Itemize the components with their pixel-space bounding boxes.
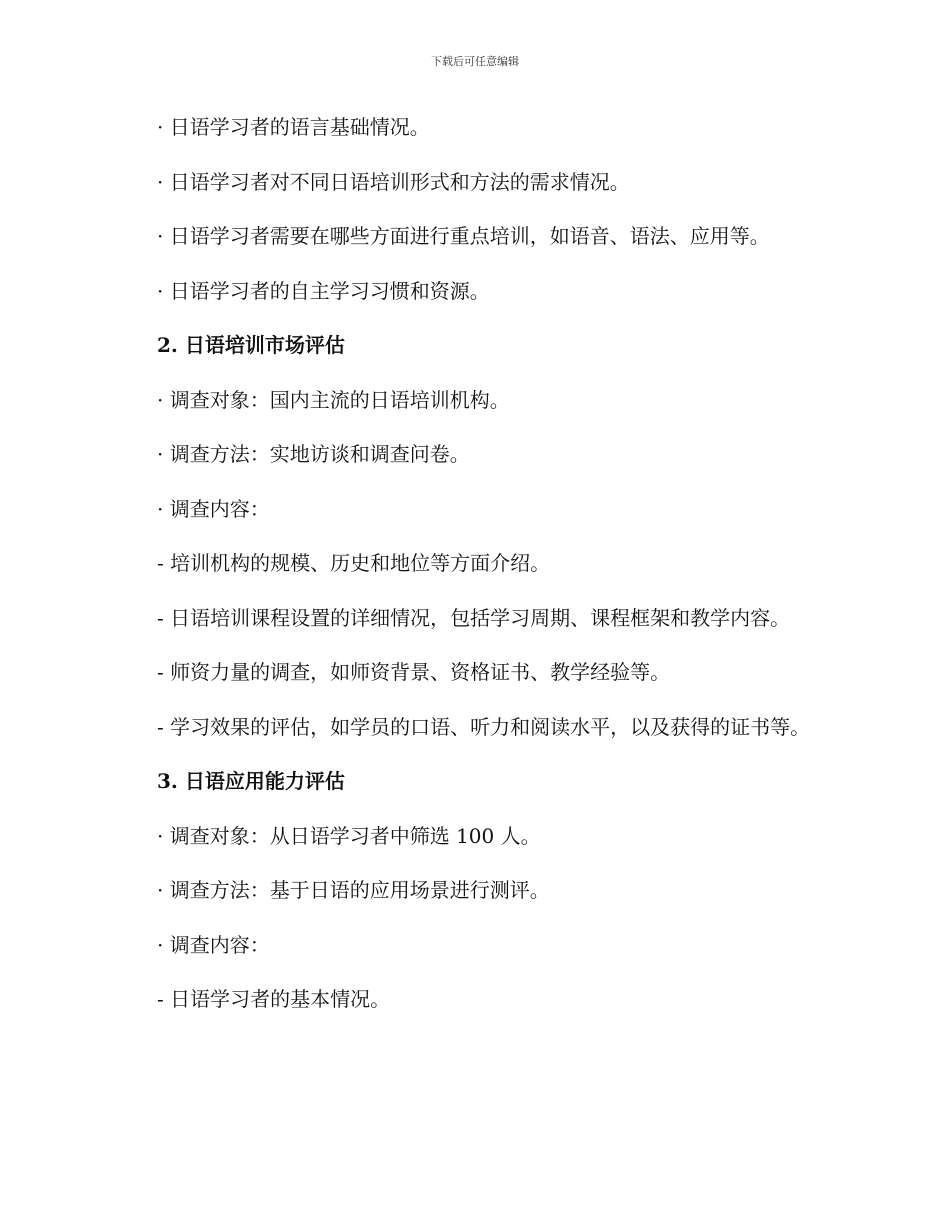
bullet-training-needs: · 日语学习者对不同日语培训形式和方法的需求情况。 — [157, 169, 630, 194]
bullet-focus-areas: · 日语学习者需要在哪些方面进行重点培训，如语音、语法、应用等。 — [157, 224, 770, 248]
dash-basic-info: - 日语学习者的基本情况。 — [157, 987, 391, 1011]
dash-institution-intro: - 培训机构的规模、历史和地位等方面介绍。 — [157, 551, 551, 575]
bullet-application-method: · 调查方法：基于日语的应用场景进行测评。 — [157, 878, 550, 902]
dash-course-setup: - 日语培训课程设置的详细情况，包括学习周期、课程框架和教学内容。 — [157, 605, 791, 630]
page-header: 下载后可任意编辑 — [431, 55, 519, 68]
bullet-application-content: · 调查内容： — [157, 932, 270, 957]
section-heading-market: 2. 日语培训市场评估 — [157, 333, 345, 357]
bullet-market-content: · 调查内容： — [157, 496, 270, 521]
bullet-market-target: · 调查对象：国内主流的日语培训机构。 — [157, 387, 510, 412]
dash-learning-outcomes: - 学习效果的评估，如学员的口语、听力和阅读水平，以及获得的证书等。 — [157, 714, 811, 739]
section-heading-application: 3. 日语应用能力评估 — [157, 769, 345, 793]
document-body — [113, 113, 828, 1040]
bullet-self-study: · 日语学习者的自主学习习惯和资源。 — [157, 278, 490, 303]
dash-faculty: - 师资力量的调查，如师资背景、资格证书、教学经验等。 — [157, 660, 671, 684]
bullet-market-method: · 调查方法：实地访谈和调查问卷。 — [157, 442, 470, 466]
bullet-application-target: · 调查对象：从日语学习者中筛选 100 人。 — [157, 823, 541, 848]
bullet-language-foundation: · 日语学习者的语言基础情况。 — [157, 115, 430, 139]
